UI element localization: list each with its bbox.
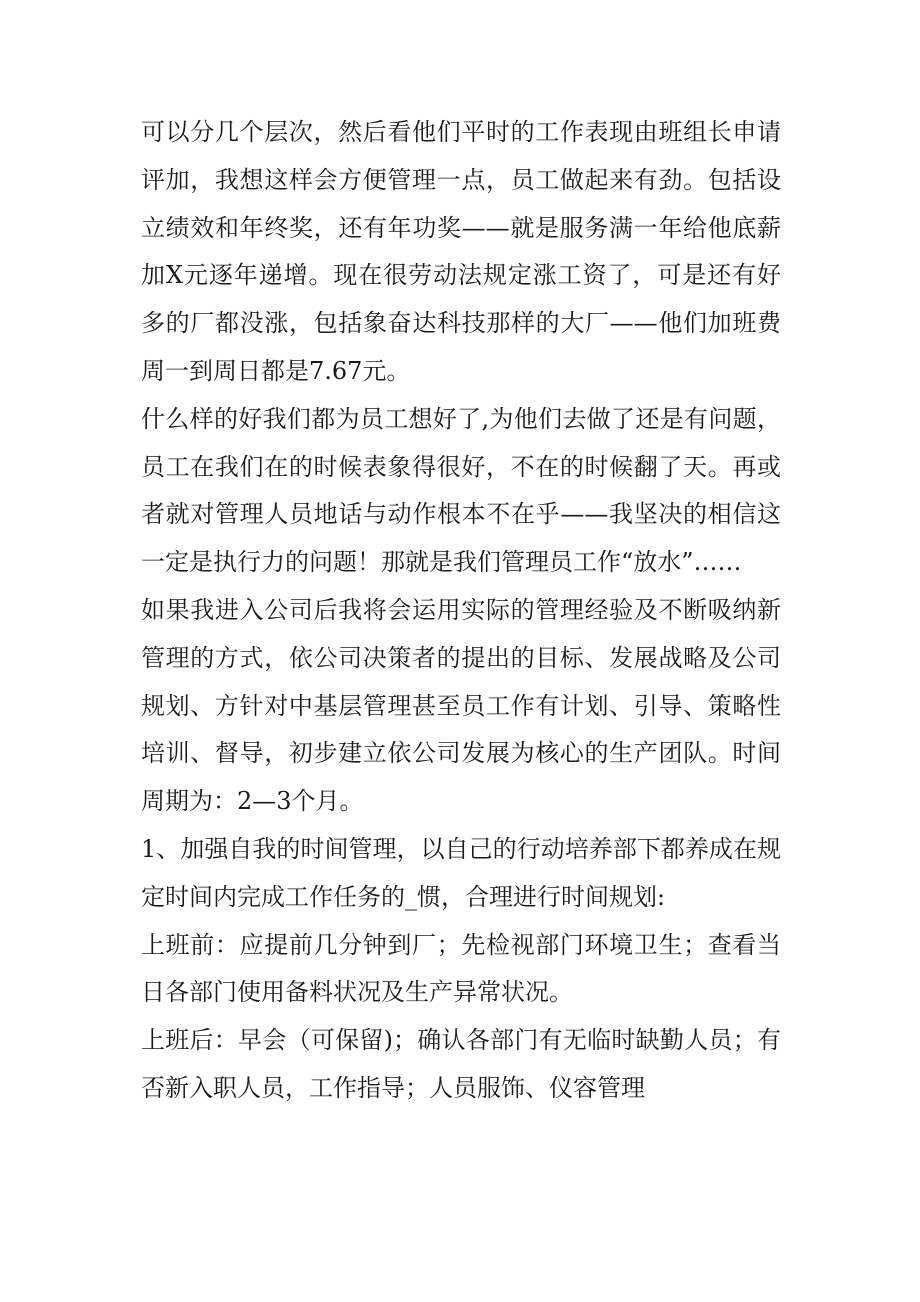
paragraph: 如果我进入公司后我将会运用实际的管理经验及不断吸纳新管理的方式，依公司决策者的提出的目标、发展战略及公司规划、方针对中基层管理甚至员工作有计划、引导、策略性培训、督导，初步建立依公司发展为核心的生产团队。时间周期为：2—3个月。 (141, 595, 781, 816)
paragraph: 什么样的好我们都为员工想好了,为他们去做了还是有问题，员工在我们在的时候表象得很好，不在的时候翻了天。再或者就对管理人员地话与动作根本不在乎——我坚决的相信这一定是执行力的问题！那就是我们管理员工作“放水”…… (141, 404, 781, 577)
paragraph: 上班前：应提前几分钟到厂；先检视部门环境卫生；查看当日各部门使用备料状况及生产异常状况。 (141, 930, 781, 1007)
paragraph: 上班后：早会（可保留)；确认各部门有无临时缺勤人员；有否新入职人员，工作指导；人员服饰、仪容管理 (141, 1026, 781, 1102)
paragraph: 1、加强自我的时间管理，以自己的行动培养部下都养成在规定时间内完成工作任务的_惯，合理进行时间规划: (141, 834, 781, 911)
paragraph: 可以分几个层次，然后看他们平时的工作表现由班组长申请评加，我想这样会方便管理一点，员工做起来有劲。包括设立绩效和年终奖，还有年功奖——就是服务满一年给他底薪加X元逐年递增。现在很劳动法规定涨工资了，可是还有好多的厂都没涨，包括象奋达科技那样的大厂——他们加班费周一到周日都是7.67元。 (141, 118, 781, 385)
document-body (141, 109, 781, 1113)
